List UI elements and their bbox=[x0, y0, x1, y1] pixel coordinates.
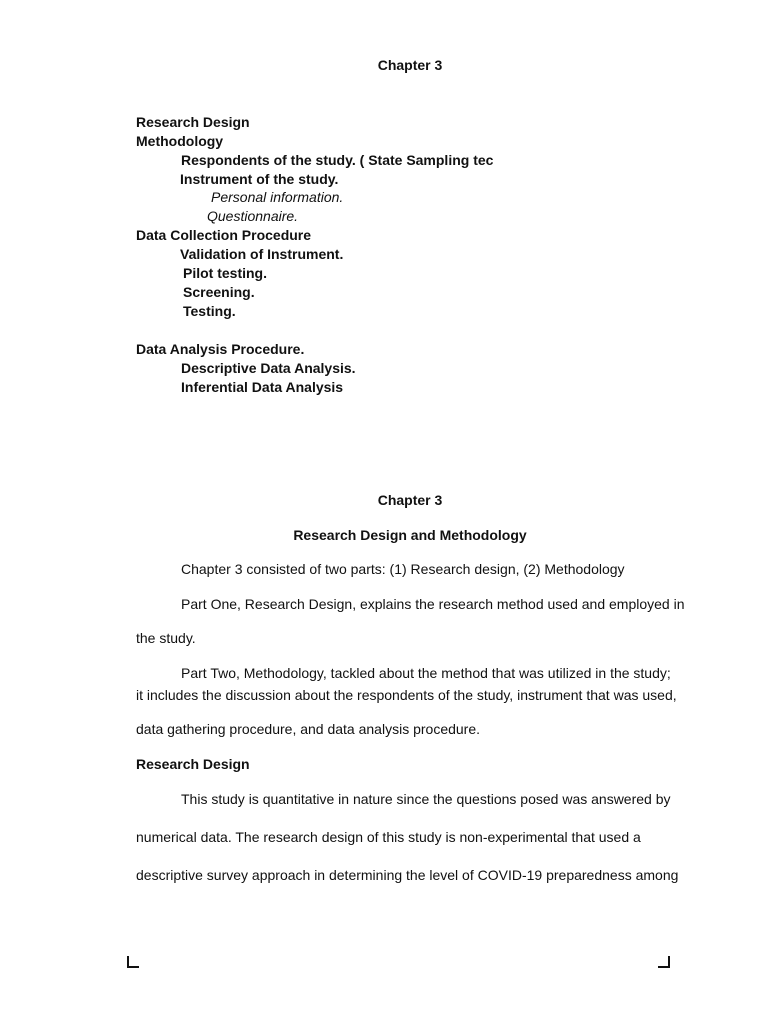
body-paragraph-line: descriptive survey approach in determining the level of COVID-19 preparedness among bbox=[136, 867, 679, 883]
outline-item-inferential: Inferential Data Analysis bbox=[181, 379, 344, 395]
outline-item-pilot-testing: Pilot testing. bbox=[183, 265, 267, 281]
body-paragraph-line: data gathering procedure, and data analysis procedure. bbox=[136, 721, 481, 737]
body-paragraph-line: it includes the discussion about the respondents of the study, instrument that was used, bbox=[136, 687, 677, 703]
outline-item-screening: Screening. bbox=[183, 284, 255, 300]
body-paragraph-line: Part One, Research Design, explains the research method used and employed in bbox=[181, 596, 685, 612]
outline-item-respondents: Respondents of the study. ( State Sampling tec bbox=[181, 152, 494, 168]
outline-item-methodology: Methodology bbox=[136, 133, 224, 149]
body-paragraph-line: numerical data. The research design of this study is non-experimental that used a bbox=[136, 829, 641, 845]
body-paragraph-line: This study is quantitative in nature since the questions posed was answered by bbox=[181, 791, 671, 807]
outline-item-data-analysis: Data Analysis Procedure. bbox=[136, 341, 305, 357]
body-paragraph-line: the study. bbox=[136, 630, 196, 646]
outline-chapter-title: Chapter 3 bbox=[377, 57, 443, 73]
outline-item-data-collection: Data Collection Procedure bbox=[136, 227, 312, 243]
body-subheading: Research Design bbox=[136, 756, 250, 772]
body-section-title: Research Design and Methodology bbox=[293, 527, 527, 543]
outline-item-questionnaire: Questionnaire. bbox=[207, 208, 299, 224]
outline-item-validation: Validation of Instrument. bbox=[180, 246, 344, 262]
crop-mark-bottom-left bbox=[127, 956, 139, 968]
body-chapter-title: Chapter 3 bbox=[377, 492, 443, 508]
body-paragraph-line: Chapter 3 consisted of two parts: (1) Research design, (2) Methodology bbox=[181, 561, 625, 577]
outline-item-testing: Testing. bbox=[183, 303, 236, 319]
outline-item-research-design: Research Design bbox=[136, 114, 250, 130]
body-paragraph-line: Part Two, Methodology, tackled about the method that was utilized in the study; bbox=[181, 665, 671, 681]
outline-item-descriptive: Descriptive Data Analysis. bbox=[181, 360, 356, 376]
outline-item-personal-information: Personal information. bbox=[211, 189, 344, 205]
crop-mark-bottom-right bbox=[658, 956, 670, 968]
outline-item-instrument: Instrument of the study. bbox=[180, 171, 339, 187]
